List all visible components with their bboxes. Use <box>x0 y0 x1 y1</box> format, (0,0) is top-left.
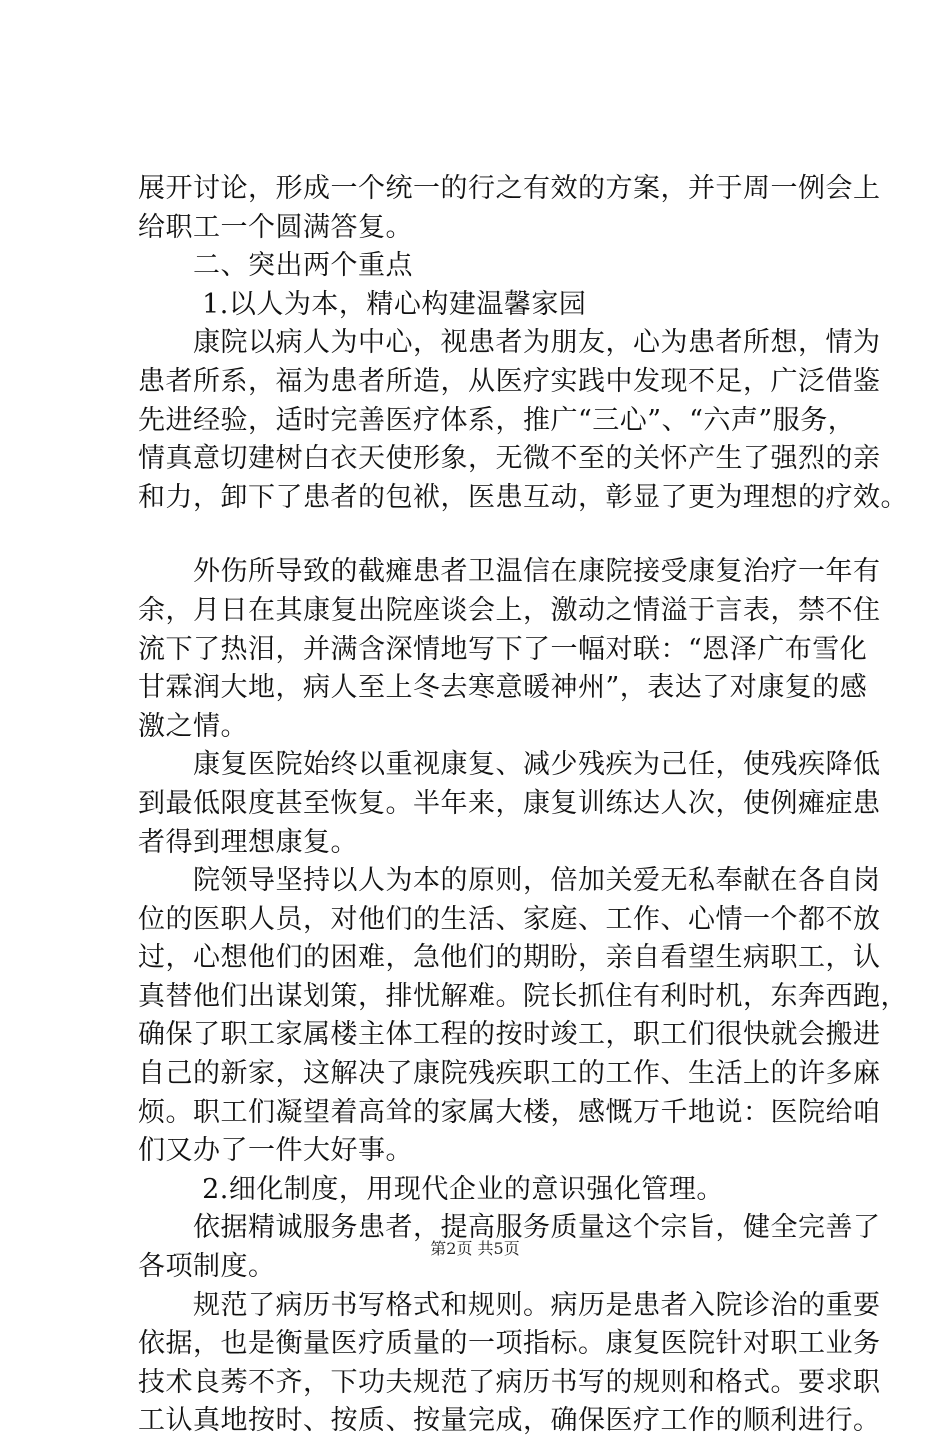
text-line: 康院以病人为中心，视患者为朋友，心为患者所想，情为 <box>138 327 881 359</box>
text-line: 和力，卸下了患者的包袱，医患互动，彰显了更为理想的疗效。 <box>138 481 908 513</box>
text-line: 到最低限度甚至恢复。半年来，康复训练达人次，使例瘫症患 <box>138 787 881 819</box>
text-line: 情真意切建树白衣天使形象，无微不至的关怀产生了强烈的亲 <box>138 443 881 475</box>
text-line: 规范了病历书写格式和规则。病历是患者入院诊治的重要 <box>138 1289 881 1321</box>
subsection-heading: 1.以人为本，精心构建温馨家园 <box>138 288 587 320</box>
text-line: 甘霖润大地，病人至上冬去寒意暖神州”，表达了对康复的感 <box>138 672 868 704</box>
subsection-heading: 2.细化制度，用现代企业的意识强化管理。 <box>138 1173 724 1205</box>
text-line: 依据，也是衡量医疗质量的一项指标。康复医院针对职工业务 <box>138 1328 881 1360</box>
text-line: 依据精诚服务患者，提高服务质量这个宗旨，健全完善了 <box>138 1212 881 1244</box>
page-number: 第2页 共5页 <box>430 1239 520 1258</box>
text-line: 先进经验，适时完善医疗体系，推广“三心”、“六声”服务， <box>138 404 856 436</box>
text-line: 位的医职人员，对他们的生活、家庭、工作、心情一个都不放 <box>138 903 881 935</box>
text-line: 患者所系，福为患者所造，从医疗实践中发现不足，广泛借鉴 <box>138 365 881 397</box>
text-line: 者得到理想康复。 <box>138 826 358 858</box>
text-line: 各项制度。 <box>138 1251 276 1283</box>
text-line: 给职工一个圆满答复。 <box>138 211 413 243</box>
section-heading: 二、突出两个重点 <box>138 250 413 282</box>
text-line: 技术良莠不齐，下功夫规范了病历书写的规则和格式。要求职 <box>138 1366 881 1398</box>
text-line: 们又办了一件大好事。 <box>138 1135 413 1167</box>
text-line: 自己的新家，这解决了康院残疾职工的工作、生活上的许多麻 <box>138 1058 881 1090</box>
text-line: 激之情。 <box>138 710 248 742</box>
text-line: 余，月日在其康复出院座谈会上，激动之情溢于言表，禁不住 <box>138 594 881 626</box>
text-line: 外伤所导致的截瘫患者卫温信在康院接受康复治疗一年有 <box>138 556 881 588</box>
text-line: 确保了职工家属楼主体工程的按时竣工，职工们很快就会搬进 <box>138 1019 881 1051</box>
text-line: 过，心想他们的困难，急他们的期盼，亲自看望生病职工，认 <box>138 942 881 974</box>
paragraph-gap <box>138 517 838 553</box>
text-line: 康复医院始终以重视康复、减少残疾为己任，使残疾降低 <box>138 749 881 781</box>
text-line: 真替他们出谋划策，排忧解难。院长抓住有利时机，东奔西跑， <box>138 980 908 1012</box>
text-line: 展开讨论，形成一个统一的行之有效的方案，并于周一例会上 <box>138 173 881 204</box>
text-line: 工认真地按时、按质、按量完成，确保医疗工作的顺利进行。 <box>138 1405 881 1437</box>
text-line: 烦。职工们凝望着高耸的家属大楼，感慨万千地说：医院给咱 <box>138 1096 881 1128</box>
text-line: 流下了热泪，并满含深情地写下了一幅对联：“恩泽广布雪化 <box>138 633 868 665</box>
text-line: 院领导坚持以人为本的原则，倍加关爱无私奉献在各自岗 <box>138 865 881 897</box>
